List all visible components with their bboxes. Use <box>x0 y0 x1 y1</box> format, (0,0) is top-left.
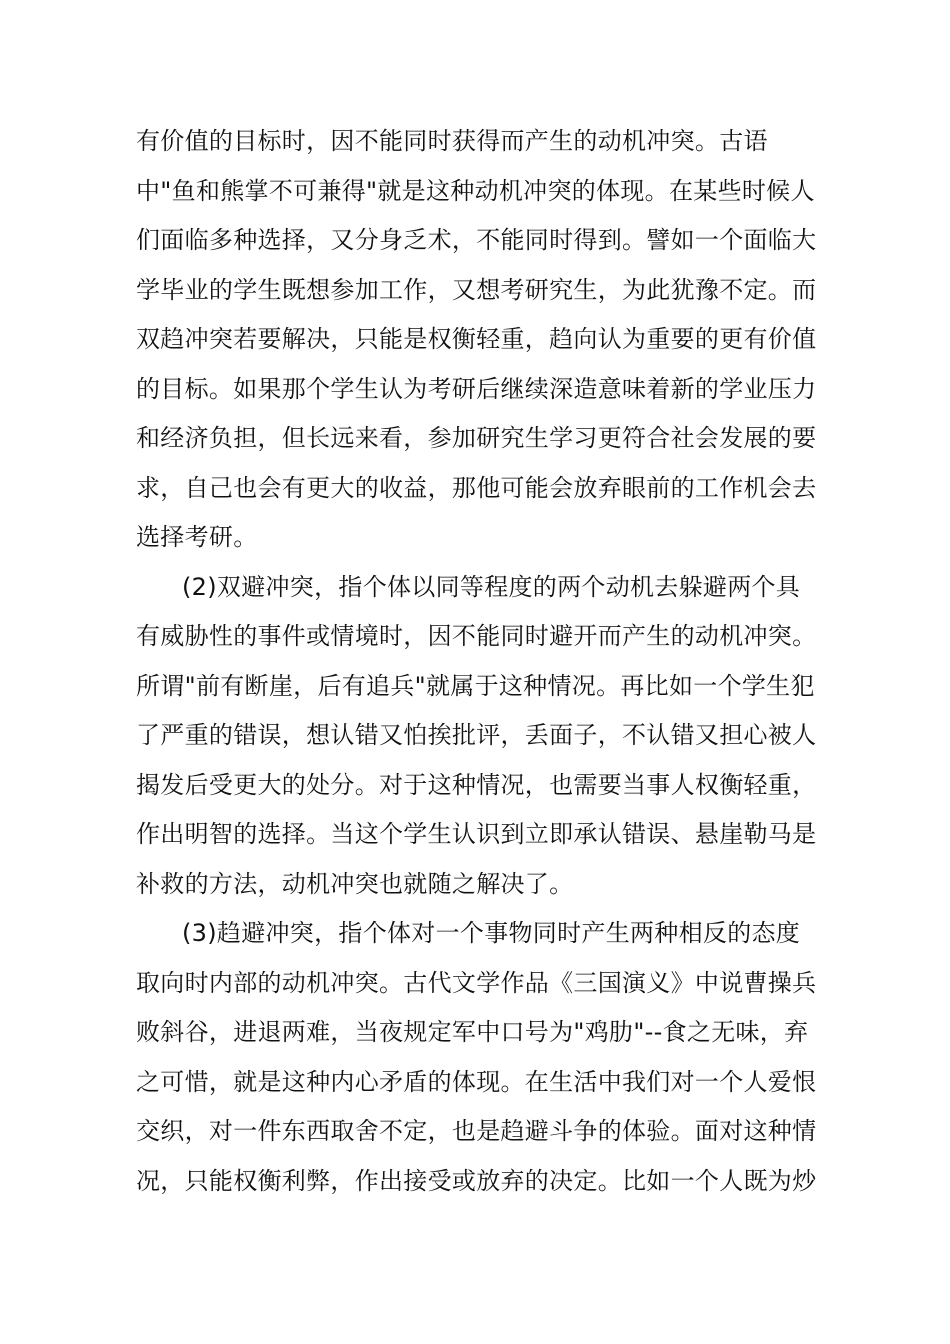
text-line: 学毕业的学生既想参加工作，又想考研究生，为此犹豫不定。而 <box>136 275 817 304</box>
text-line: 和经济负担，但长远来看，参加研究生学习更符合社会发展的要 <box>136 424 817 452</box>
text-line: 有价值的目标时，因不能同时获得而产生的动机冲突。古语 <box>136 127 768 155</box>
text-line: 取向时内部的动机冲突。古代文学作品《三国演义》中说曹操兵 <box>136 968 817 997</box>
text-line: 况，只能权衡利弊，作出接受或放弃的决定。比如一个人既为炒 <box>136 1166 817 1195</box>
text-line: 揭发后受更大的处分。对于这种情况，也需要当事人权衡轻重， <box>136 770 817 799</box>
text-line: 败斜谷，进退两难，当夜规定军中口号为"鸡肋"--食之无味，弃 <box>136 1018 809 1046</box>
paragraph-start-line: (3)趋避冲突，指个体对一个事物同时产生两种相反的态度 <box>182 919 801 947</box>
text-line: 补救的方法，动机冲突也就随之解决了。 <box>136 869 574 898</box>
text-line: 了严重的错误，想认错又怕挨批评，丢面子，不认错又担心被人 <box>136 721 817 749</box>
text-line: 的目标。如果那个学生认为考研后继续深造意味着新的学业压力 <box>136 374 817 403</box>
text-line: 双趋冲突若要解决，只能是权衡轻重，趋向认为重要的更有价值 <box>136 325 817 353</box>
text-line: 所谓"前有断崖，后有追兵"就属于这种情况。再比如一个学生犯 <box>136 671 815 700</box>
text-line: 中"鱼和熊掌不可兼得"就是这种动机冲突的体现。在某些时候人 <box>136 176 815 205</box>
text-line: 作出明智的选择。当这个学生认识到立即承认错误、悬崖勒马是 <box>136 820 817 848</box>
text-line: 选择考研。 <box>136 523 258 551</box>
text-line: 们面临多种选择，又分身乏术，不能同时得到。譬如一个面临大 <box>136 226 817 254</box>
paragraph-start-line: (2)双避冲突，指个体以同等程度的两个动机去躲避两个具 <box>182 572 801 601</box>
text-line: 有威胁性的事件或情境时，因不能同时避开而产生的动机冲突。 <box>136 622 817 650</box>
text-line: 求，自己也会有更大的收益，那他可能会放弃眼前的工作机会去 <box>136 473 817 502</box>
text-line: 之可惜，就是这种内心矛盾的体现。在生活中我们对一个人爱恨 <box>136 1067 817 1096</box>
text-line: 交织，对一件东西取舍不定，也是趋避斗争的体验。面对这种情 <box>136 1117 817 1145</box>
body-text <box>136 117 826 1206</box>
